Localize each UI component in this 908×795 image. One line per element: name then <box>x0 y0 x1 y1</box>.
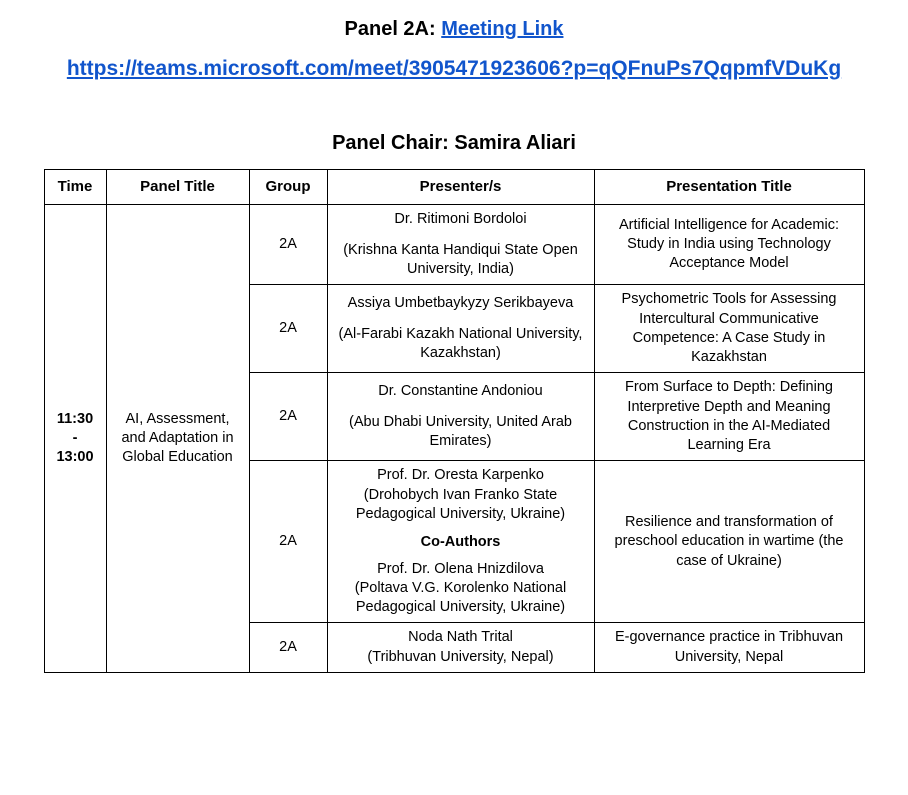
spacer <box>334 314 588 325</box>
time-dash: - <box>72 430 78 447</box>
spacer <box>334 402 588 413</box>
presenter-cell <box>327 285 594 373</box>
presenter-cell <box>327 373 594 461</box>
group-cell: 2A <box>249 285 327 373</box>
meeting-link[interactable]: Meeting Link <box>441 18 564 40</box>
presenter-affiliation: (Tribhuvan University, Nepal) <box>367 648 554 665</box>
panel-label: Panel 2A: <box>344 18 436 40</box>
presenter-name: Dr. Constantine Andoniou <box>378 383 543 400</box>
group-cell: 2A <box>249 205 327 285</box>
presenter-name: Dr. Ritimoni Bordoloi <box>394 211 527 228</box>
coauthors-label: Co-Authors <box>420 534 501 551</box>
time-end: 13:00 <box>56 449 94 466</box>
column-header-panel-title: Panel Title <box>106 170 249 205</box>
schedule-table <box>44 169 865 673</box>
document-page <box>0 16 908 795</box>
panel-heading <box>0 16 908 42</box>
presenter-name: Assiya Umbetbaykyzy Serikbayeva <box>347 295 574 312</box>
column-header-time: Time <box>44 170 106 205</box>
presentation-title-cell: Resilience and transformation of preschool education in wartime (the case of Ukraine) <box>594 461 864 623</box>
presenter-affiliation: (Krishna Kanta Handiqui State Open University, India) <box>343 241 578 277</box>
presentation-title-cell: Artificial Intelligence for Academic: Study in India using Technology Acceptance Model <box>594 205 864 285</box>
presenter-name: Noda Nath Trital <box>408 629 513 646</box>
presentation-title-cell: Psychometric Tools for Assessing Intercultural Communicative Competence: A Case Study in Kazakhstan <box>594 285 864 373</box>
spacer <box>334 230 588 241</box>
group-cell: 2A <box>249 373 327 461</box>
table-row <box>44 205 864 285</box>
group-cell: 2A <box>249 623 327 673</box>
table-header-row <box>44 170 864 205</box>
column-header-group: Group <box>249 170 327 205</box>
panel-chair-line: Panel Chair: Samira Aliari <box>332 132 576 155</box>
coauthor-affiliation: (Poltava V.G. Korolenko National Pedagogical University, Ukraine) <box>354 579 567 616</box>
time-cell <box>44 205 106 673</box>
meeting-url-link[interactable]: https://teams.microsoft.com/meet/3905471923606?p=qQFnuPs7QqpmfVDuKg <box>66 57 842 80</box>
presentation-title-cell: From Surface to Depth: Defining Interpretive Depth and Meaning Construction in the AI-Mediated Learning Era <box>594 373 864 461</box>
time-start: 11:30 <box>56 410 94 427</box>
presentation-title-cell: E-governance practice in Tribhuvan University, Nepal <box>594 623 864 673</box>
group-cell: 2A <box>249 461 327 623</box>
panel-title-cell: AI, Assessment, and Adaptation in Global Education <box>106 205 249 673</box>
presenter-affiliation: (Al-Farabi Kazakh National University, Kazakhstan) <box>338 325 583 361</box>
presenter-cell <box>327 623 594 673</box>
presenter-name: Prof. Dr. Oresta Karpenko <box>377 467 544 484</box>
presenter-cell <box>327 205 594 285</box>
coauthor-name: Prof. Dr. Olena Hnizdilova <box>377 560 544 577</box>
presenter-affiliation: (Abu Dhabi University, United Arab Emirates) <box>349 413 572 450</box>
column-header-presentation-title: Presentation Title <box>594 170 864 205</box>
presenter-cell <box>327 461 594 623</box>
column-header-presenters: Presenter/s <box>327 170 594 205</box>
presenter-affiliation: (Drohobych Ivan Franko State Pedagogical University, Ukraine) <box>355 486 566 523</box>
